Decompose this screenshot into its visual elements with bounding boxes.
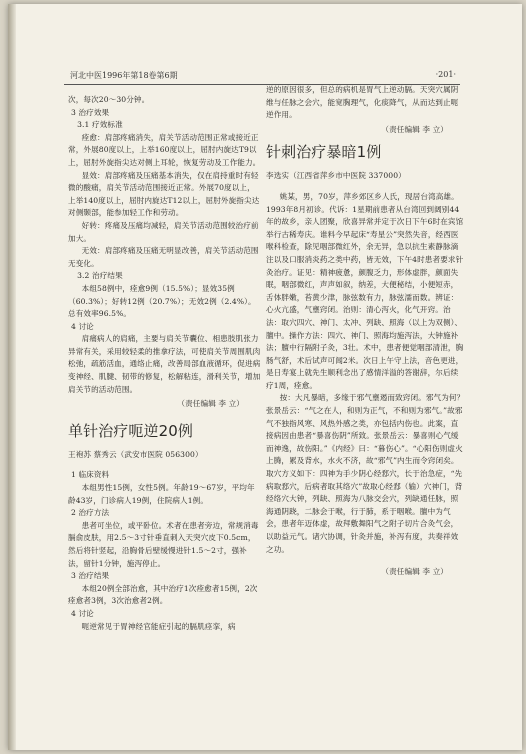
article-title-hiccup: 单针治疗呃逆20例 (68, 421, 193, 440)
paragraph: 3.2 治疗结果 (77, 271, 123, 281)
paragraph: 本组20例全部治愈，其中治疗1次痊愈者15例，2次痊愈者3例，3次治愈者2例。 (68, 583, 258, 606)
paragraph: 患者可坐位，或平卧位。术者在患者旁边，常规消毒膈俞皮肤，用2.5～3寸针垂直刺入天突穴皮下0.5cm，然后将针竖起，沿胸骨后壁缓慢进针1.5～2寸，强补法，留针1分钟，施泻停止。 (68, 520, 259, 568)
paragraph: 逆的原因很多，但总的病机是胃气上逆动膈。天突穴属阴维与任脉之会穴，能宽胸理气，化痰降气，从而达到止呃逆作用。 (266, 85, 459, 120)
left-top-text (68, 94, 262, 396)
right-body-text (266, 191, 466, 556)
article-title-acupuncture: 针刺治疗暴暗1例 (266, 143, 382, 162)
running-header (64, 68, 460, 85)
journal-title: 河北中医1996年第18卷第6期 (70, 71, 178, 80)
paragraph: 3.1 疗效标准 (77, 120, 123, 130)
editor-credit: （责任编辑 李 立） (381, 567, 448, 577)
paragraph: 姚某，男，70岁，萍乡郊区乡人氏，现居台湾高雄。1993年8月初诊。代诉：1星期前患者从台湾回到阔别44年的故乡，亲人团聚，欣喜异常并定于次日下午6时在宾馆举行古稀寿庆。谁料今早起床“寿星公”突然失音，经西医喉科检查，除见咽部微红外，余无异，急以抗生素静脉滴注以及口服消炎药之类中药，皆无效，下午4时患者要求针灸治疗。证见：精神疲惫，颜腹乏力，形体虚胖，颜面失眠，咽部微红，声声如叙，纳差，大便秘结，小便短赤，舌体胖嫩，苔黄少津，脉弦数有力，脉弦濡而数。辨证：心火亢盛，气壅窍闭。治则：清心泻火，化气开窍。治法：取穴四穴、神门、太冲、列缺、照海（以上为双侧）、膻中。操作方法：四穴、神门、照海均施泻法，大钟施补法；膻中行隔附子灸，3壮。术中，患者便觉咽部清泄，胸肠气舒，术后试声可闻2米。次日上午守上法，音色更进，是日寿宴上就先生顺利念出了感情洋溢的答谢辞，尔后续疗1周，痊愈。 (266, 191, 464, 390)
paragraph: 4 讨论 (71, 321, 94, 331)
page-number: ·201· (435, 70, 456, 79)
editor-credit: （责任编辑 李 立） (177, 399, 244, 409)
paragraph: 呃逆常见于胃神经官能症引起的膈肌痉挛，病 (81, 621, 236, 631)
paragraph: 3 治疗效果 (71, 107, 110, 117)
left-bottom-text (68, 469, 262, 633)
page-spine (8, 4, 16, 750)
paragraph: 次，每次20～30分钟。 (68, 95, 150, 104)
journal-page (8, 4, 522, 750)
paragraph: 无效：肩部疼痛及压痛无明显改善，肩关节活动范围无变化。 (68, 246, 259, 268)
paragraph: 本组58例中，痊愈9例（15.5%）；显效35例（60.3%）；好转12例（20.7%）；无效2例（2.4%）。总有效率96.5%。 (68, 283, 256, 319)
paragraph: 按：大凡暴暗，多缘于邪气壅遏而致窍闭。邪气为何？张景岳云：“气之在人，和则为正气，不和则为邪气。”故邪气不独指风寒、风热外感之类，亦包括内伤也。此案，直接病因由患者“暴喜伤阴”所致。张景岳云：暴喜则心气缓而神逸，故伤阳。”《内经》曰：“暮伤心”。“心阳伤则虚火上腾，累及背水，水火不济，故“邪气”内生而令窍闭矣。取穴方义如下：四神为手少阴心经郄穴，长于治急症，“先病取郄穴，后病者取其络穴”故取心经郄（输）穴神门，背经络穴大钟，列缺、照海为八脉交会穴，列缺通任脉，照海通阴跷，二脉会于喉，行于肺，系于咽喉。膻中为气会，患者年迈体虚，故拜敷舞阳气之附子切片合灸气会，以助益元气。诸穴协调，针灸并施，补泻有度，共奏祥效之功。 (266, 393, 465, 554)
paragraph: 1 临床资料 (71, 470, 110, 480)
paragraph: 3 治疗结果 (71, 571, 110, 581)
paragraph: 显效：肩部疼痛及压痛基本消失，仅在肩持重时有轻微的酸痛，肩关节活动范围接近正常。外展70度以上，上举140度以上，屈肘内旋达T12以上，屈肘外旋指尖达对侧颞部，能参加轻工作和劳动。 (68, 170, 260, 218)
paragraph: 痊愈：肩部疼痛消失，肩关节活动范围正常或接近正常，外展80度以上，上举160度以上，屈肘内旋达T9以上，屈肘外旋指尖达对侧上耳轮，恢复劳动及工作能力。 (68, 132, 261, 167)
right-top-text (266, 84, 466, 122)
left-column (68, 94, 262, 633)
article-author: 王袍苏 蔡秀云（武安市医院 056300） (68, 449, 203, 459)
editor-credit: （责任编辑 李 立） (381, 124, 448, 134)
paragraph: 2 治疗方法 (71, 508, 110, 518)
paragraph: 肩痛病人的肩痛，主要与肩关节囊位、相患肢肌张力异常有关，采用较轻柔的推拿疗法，可使肩关节周围肌肉松弛，疏筋活血，通络止痛，改善局部血液循环，促进病变神经、肌腱、韧带的修复，松解粘连，滑利关节，增加肩关节的活动范围。 (68, 334, 261, 394)
article-author: 李选实（江西省萍乡市中医院 337000） (266, 171, 406, 181)
paragraph: 好转：疼痛及压痛均减轻，肩关节活动范围较治疗前加大。 (68, 220, 259, 243)
paragraph: 本组男性15例，女性5例。年龄19～67岁，平均年龄43岁，门诊病人19例，住院病人1例。 (68, 483, 255, 505)
paragraph: 4 讨论 (71, 608, 94, 618)
right-column (266, 84, 466, 583)
